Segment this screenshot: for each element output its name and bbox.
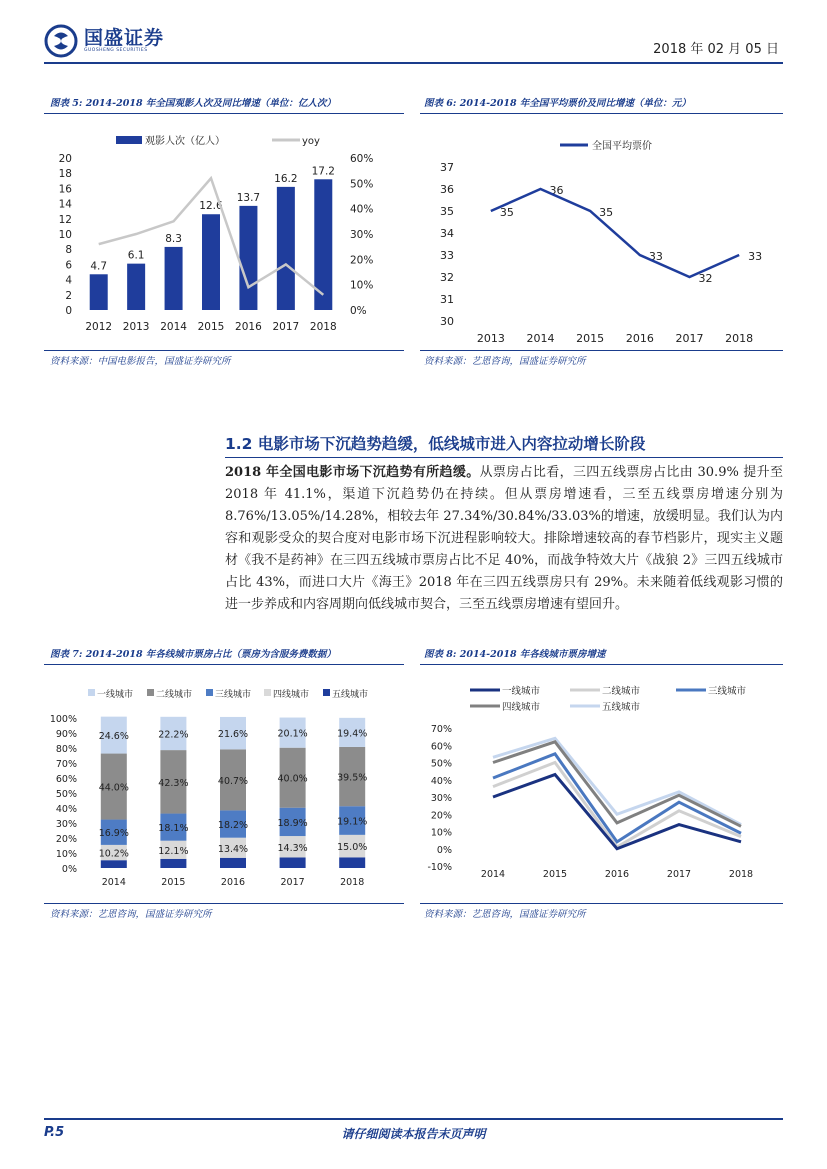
legend-label-tier: 三线城市 — [708, 686, 747, 697]
segment-data-label: 10.2% — [98, 848, 129, 860]
x-tick-label: 2018 — [340, 877, 365, 888]
segment-data-label: 19.1% — [337, 816, 368, 828]
x-tick-label: 2013 — [122, 321, 150, 333]
y-tick-label: 10% — [55, 849, 77, 860]
x-tick-label: 2018 — [728, 869, 754, 880]
y2-tick-label: 0% — [350, 305, 367, 317]
x-tick-label: 2016 — [604, 869, 630, 880]
segment-data-label: 18.1% — [158, 823, 189, 835]
segment-data-label: 18.2% — [217, 820, 249, 832]
y-tick-label: 60% — [430, 741, 452, 753]
y-tick-label: 4 — [65, 274, 72, 287]
y2-tick-label: 10% — [350, 279, 374, 292]
stacked-segment — [101, 860, 127, 868]
legend-label-yoy: yoy — [302, 136, 320, 147]
point-data-label: 35 — [599, 206, 614, 219]
segment-data-label: 40.0% — [277, 773, 308, 785]
bar-data-label: 12.6 — [199, 200, 223, 213]
point-data-label: 32 — [698, 272, 713, 285]
y-tick-label: 30 — [440, 315, 454, 328]
segment-data-label: 39.5% — [337, 772, 368, 784]
bar-audience — [165, 247, 183, 310]
bar-audience — [277, 187, 295, 310]
fig5-caption-rule — [44, 113, 404, 114]
stacked-segment — [220, 858, 246, 868]
y2-tick-label: 30% — [350, 229, 374, 241]
fig8-caption: 图表 8: 2014-2018 年各线城市票房增速 — [424, 649, 606, 660]
chart-share-by-tier — [44, 680, 409, 895]
x-tick-label: 2016 — [235, 321, 262, 333]
section-title: 1.2 电影市场下沉趋势趋缓，低线城市进入内容拉动增长阶段 — [225, 435, 646, 453]
segment-data-label: 22.2% — [158, 729, 189, 741]
bar-audience — [90, 274, 108, 310]
segment-data-label: 14.3% — [277, 842, 308, 854]
segment-data-label: 19.4% — [337, 728, 368, 740]
y-tick-label: 20% — [430, 810, 452, 822]
legend-label-tier: 四线城市 — [502, 702, 541, 713]
paragraph-lead: 2018 年全国电影市场下沉趋势有所趋缓。 — [225, 465, 480, 480]
fig8-caption-rule — [420, 664, 783, 665]
x-tick-label: 2018 — [725, 332, 754, 345]
y-tick-label: 10 — [58, 229, 72, 241]
y-tick-label: 20 — [58, 153, 72, 165]
y-tick-label: 16 — [58, 183, 72, 196]
y2-tick-label: 60% — [350, 153, 374, 165]
section-paragraph — [225, 462, 783, 616]
bar-data-label: 8.3 — [165, 232, 182, 245]
chart-growth-by-tier — [420, 678, 785, 898]
x-tick-label: 2017 — [280, 877, 305, 888]
x-tick-label: 2015 — [197, 321, 225, 333]
fig6-source: 资料来源：艺恩咨询，国盛证券研究所 — [424, 356, 586, 367]
y-tick-label: 0% — [436, 844, 452, 856]
y-tick-label: 40% — [55, 804, 77, 815]
x-tick-label: 2012 — [85, 321, 113, 333]
y-tick-label: 70% — [430, 724, 452, 735]
fig6-caption: 图表 6: 2014-2018 年全国平均票价及同比增速（单位：元） — [424, 98, 691, 109]
legend-swatch-tier — [147, 689, 154, 696]
segment-data-label: 16.9% — [98, 828, 129, 840]
segment-data-label: 40.7% — [217, 775, 249, 787]
company-logo — [44, 24, 164, 58]
segment-data-label: 44.0% — [98, 782, 129, 794]
legend-label-tier: 五线城市 — [332, 690, 369, 700]
point-data-label: 33 — [748, 250, 763, 263]
y-tick-label: 33 — [440, 249, 454, 262]
fig7-caption: 图表 7: 2014-2018 年各线城市票房占比（票房为含服务费数据） — [50, 649, 336, 660]
segment-data-label: 13.4% — [217, 843, 249, 855]
legend-label-tier: 三线城市 — [215, 690, 252, 700]
logo-name-en: GUOSHENG SECURITIES — [84, 48, 148, 53]
y-tick-label: 12 — [58, 213, 72, 226]
y-tick-label: 31 — [440, 293, 454, 306]
line-tier-growth — [493, 754, 741, 842]
legend-label-tier: 二线城市 — [156, 690, 193, 700]
page-number: P.5 — [44, 1125, 65, 1140]
fig6-source-rule — [420, 350, 783, 351]
fig5-source: 资料来源：中国电影报告，国盛证券研究所 — [50, 356, 231, 367]
x-tick-label: 2014 — [160, 321, 187, 333]
x-tick-label: 2017 — [666, 869, 692, 880]
report-date: 2018 年 02 月 05 日 — [653, 42, 779, 57]
y2-tick-label: 20% — [350, 254, 374, 267]
stacked-segment — [280, 858, 306, 869]
logo-icon — [44, 24, 78, 58]
point-data-label: 33 — [648, 250, 663, 263]
y-tick-label: 40% — [430, 775, 452, 787]
bar-data-label: 13.7 — [236, 191, 261, 204]
line-tier-growth — [493, 775, 741, 849]
y-tick-label: 20% — [55, 834, 77, 845]
fig7-source-rule — [44, 903, 404, 904]
section-rule — [225, 457, 783, 458]
legend-label-tier: 一线城市 — [502, 686, 541, 697]
legend-label-tier: 五线城市 — [602, 702, 641, 713]
x-tick-label: 2015 — [161, 877, 186, 888]
y-tick-label: 80% — [55, 744, 77, 755]
y-tick-label: 8 — [65, 244, 72, 257]
x-tick-label: 2015 — [576, 332, 605, 345]
bar-data-label: 6.1 — [127, 249, 145, 262]
segment-data-label: 12.1% — [158, 845, 189, 857]
y-tick-label: 10% — [430, 827, 452, 839]
y-tick-label: 30% — [430, 793, 452, 804]
footer-notice: 请仔细阅读本报告末页声明 — [341, 1127, 486, 1141]
bar-audience — [239, 206, 257, 310]
fig6-caption-rule — [420, 113, 783, 114]
y-tick-label: 37 — [440, 161, 454, 174]
y-tick-label: 70% — [55, 759, 77, 770]
bar-audience — [127, 264, 145, 310]
y-tick-label: 14 — [58, 198, 72, 211]
legend-label-tier: 一线城市 — [97, 690, 134, 700]
y-tick-label: 32 — [440, 271, 454, 284]
legend-label-tier: 四线城市 — [273, 690, 310, 700]
stacked-segment — [160, 859, 186, 868]
x-tick-label: 2016 — [220, 877, 246, 888]
y-tick-label: 6 — [65, 259, 72, 272]
point-data-label: 35 — [499, 206, 514, 219]
x-tick-label: 2014 — [101, 877, 126, 888]
fig8-source: 资料来源：艺恩咨询，国盛证券研究所 — [424, 909, 586, 920]
segment-data-label: 15.0% — [337, 842, 368, 854]
y-tick-label: 2 — [65, 289, 72, 302]
x-tick-label: 2015 — [542, 869, 568, 880]
legend-swatch-tier — [206, 689, 213, 696]
footer-rule — [44, 1118, 783, 1120]
legend-swatch-tier — [323, 689, 330, 696]
segment-data-label: 42.3% — [158, 777, 189, 789]
x-tick-label: 2017 — [675, 332, 704, 345]
y-tick-label: 0% — [61, 864, 77, 875]
x-tick-label: 2018 — [309, 321, 337, 333]
y-tick-label: 60% — [55, 774, 77, 785]
x-tick-label: 2016 — [625, 332, 654, 345]
x-tick-label: 2014 — [526, 332, 555, 345]
y-tick-label: 0 — [65, 305, 72, 317]
segment-data-label: 21.6% — [217, 729, 249, 741]
legend-label-tier: 二线城市 — [602, 686, 641, 697]
y-tick-label: 100% — [49, 714, 77, 725]
segment-data-label: 24.6% — [98, 731, 129, 743]
legend-swatch-audience — [116, 136, 142, 144]
y2-tick-label: 40% — [350, 203, 374, 216]
y-tick-label: 18 — [58, 168, 72, 181]
stacked-segment — [339, 857, 365, 868]
legend-swatch-tier — [88, 689, 95, 696]
header-rule — [44, 62, 783, 64]
point-data-label: 36 — [549, 184, 564, 197]
y-tick-label: -10% — [427, 862, 452, 873]
line-avg-price — [491, 189, 739, 277]
segment-data-label: 20.1% — [277, 728, 308, 740]
bar-audience — [202, 214, 220, 310]
fig8-source-rule — [420, 903, 783, 904]
y-tick-label: 36 — [440, 183, 454, 196]
x-tick-label: 2014 — [480, 869, 506, 880]
bar-data-label: 17.2 — [311, 165, 335, 178]
bar-data-label: 16.2 — [274, 172, 298, 185]
bar-data-label: 4.7 — [90, 260, 108, 273]
legend-swatch-tier — [264, 689, 271, 696]
y-tick-label: 90% — [55, 729, 77, 740]
y-tick-label: 30% — [55, 819, 77, 830]
segment-data-label: 18.9% — [277, 817, 308, 829]
fig5-source-rule — [44, 350, 404, 351]
y-tick-label: 34 — [440, 227, 454, 240]
paragraph-body: 从票房占比看，三四五线票房占比由 30.9% 提升至 2018 年 41.1%，渠道下沉趋势仍在持续。但从票房增速看，三至五线票房增速分别为 8.76%/13.05%/14.28%，相较去年 27.34%/30.84%/33.03%的增速，放缓明显。我们认为内容和观影受众的契合度对电影市场下沉进程影响较大。排除增速较高的春节档影片，现实主义题材《我不是药神》在三四五线城市票房占比不足 40%，而战争特效大片《战狼 2》三四五线城市占比 43%，而进口大片《海王》2018 年在三四五线票房只有 29%。未来随着低线观影习惯的进一步养成和内容周期向低线城市契合，三至五线票房增速有望回升。 — [225, 465, 783, 612]
x-tick-label: 2013 — [476, 332, 505, 345]
y-tick-label: 50% — [430, 758, 452, 770]
legend-label-price: 全国平均票价 — [592, 141, 652, 152]
fig7-caption-rule — [44, 664, 404, 665]
logo-name: 国盛证券 — [84, 27, 165, 49]
chart-audience — [44, 125, 409, 340]
y2-tick-label: 50% — [350, 178, 374, 191]
y-tick-label: 50% — [55, 789, 77, 800]
fig7-source: 资料来源：艺恩咨询，国盛证券研究所 — [50, 909, 212, 920]
chart-ticket-price — [420, 125, 785, 350]
y-tick-label: 35 — [440, 205, 454, 218]
fig5-caption: 图表 5: 2014-2018 年全国观影人次及同比增速（单位：亿人次） — [50, 98, 336, 109]
legend-label-audience: 观影人次（亿人） — [145, 136, 225, 147]
x-tick-label: 2017 — [272, 321, 300, 333]
